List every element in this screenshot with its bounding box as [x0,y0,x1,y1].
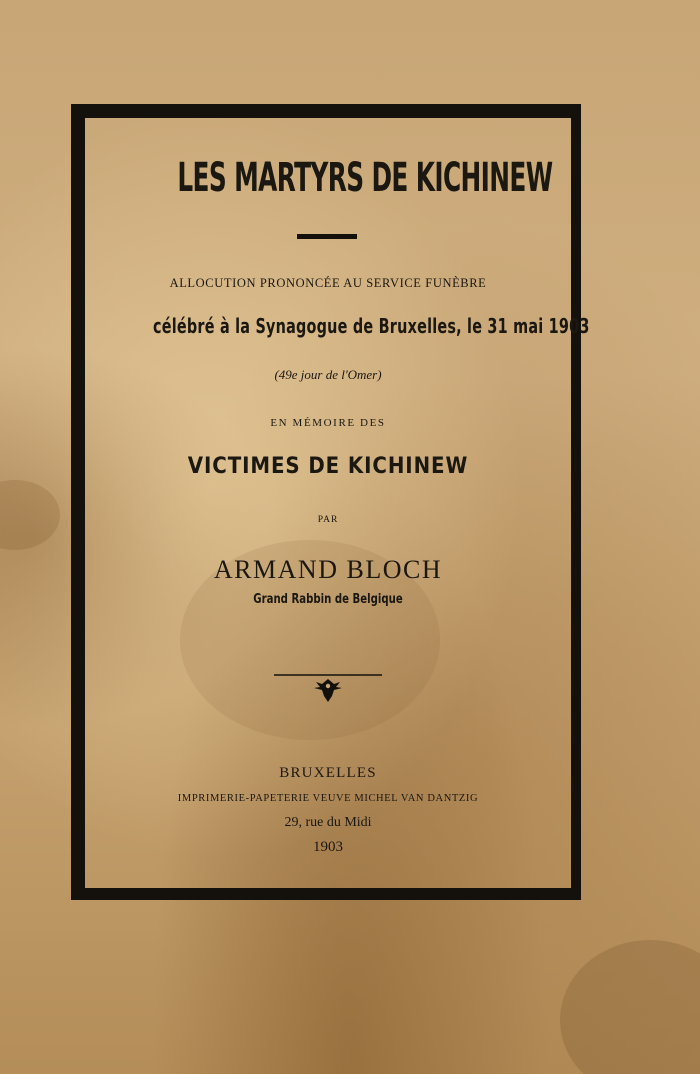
memorial-intro: EN MÉMOIRE DES [270,417,386,429]
page-title: LES MARTYRS DE KICHINEW [177,155,553,201]
printer-address: 29, rue du Midi [284,815,372,830]
subtitle-line-2: célébré à la Synagogue de Bruxelles, le 31 mai 1903 [153,314,590,338]
title-divider [297,234,357,239]
publication-city: BRUXELLES [279,765,377,781]
paper-stain [560,940,700,1074]
by-label: PAR [317,515,339,525]
subtitle-line-1: ALLOCUTION PRONONCÉE AU SERVICE FUNÈBRE [169,276,487,290]
memorial-subject: VICTIMES DE KICHINEW [187,454,469,479]
fleuron-ornament-icon [270,670,386,710]
author-title: Grand Rabbin de Belgique [253,592,403,607]
paper-stain [0,480,60,550]
printer-name: IMPRIMERIE-PAPETERIE VEUVE MICHEL VAN DANTZIG [177,793,479,804]
author-name: ARMAND BLOCH [213,555,443,584]
publication-year: 1903 [313,839,343,855]
subtitle-line-3: (49e jour de l'Omer) [274,367,382,382]
